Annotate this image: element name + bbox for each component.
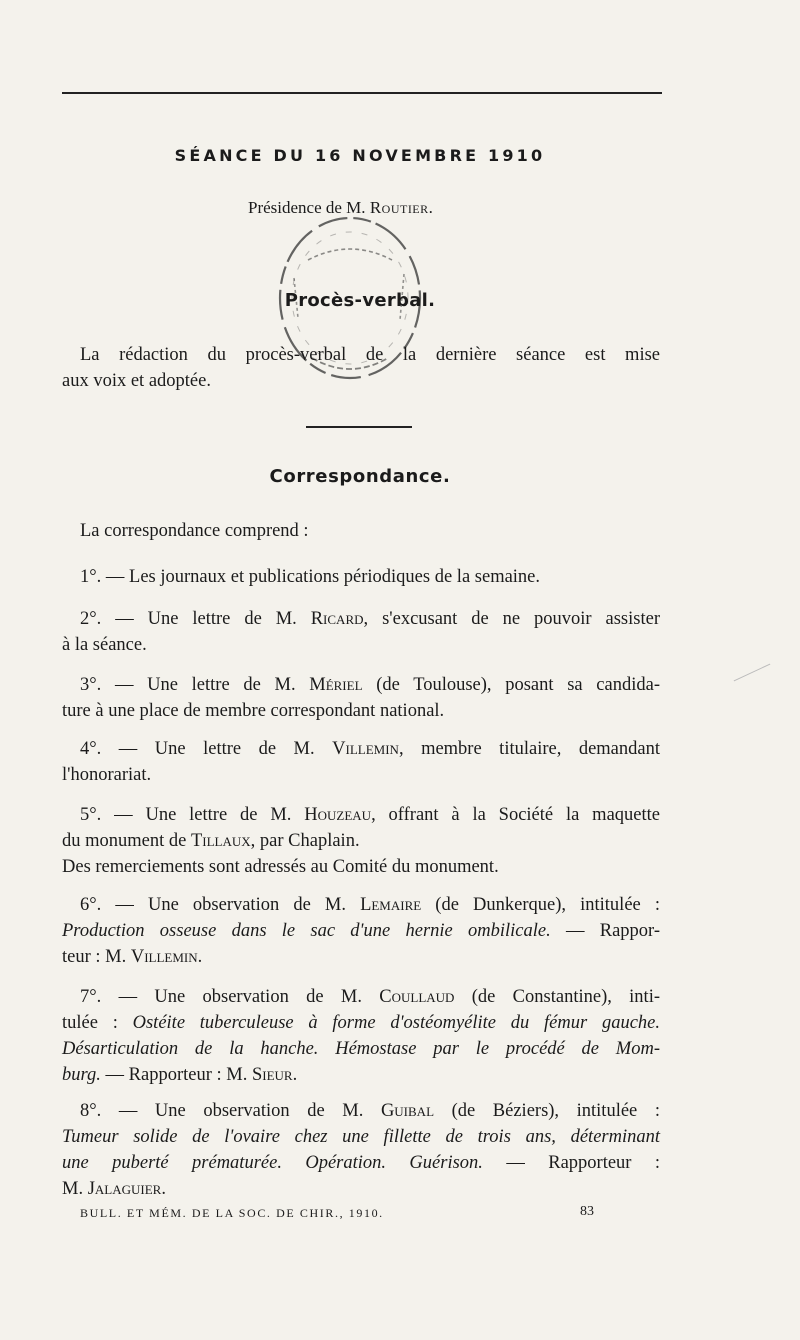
- item-7: [62, 984, 660, 1088]
- item-2-line-1: 2°. — Une lettre de M. Ricard, s'excusant de ne pouvoir assister: [80, 609, 660, 629]
- item-8-line-2: Tumeur solide de l'ovaire chez une fillette de trois ans, déterminant: [62, 1127, 660, 1147]
- item-7-line-3: Désarticulation de la hanche. Hémostase par le procédé de Mom-: [62, 1039, 660, 1059]
- correspondance-title: Correspondance.: [269, 466, 451, 487]
- item-7-line-1: 7°. — Une observation de M. Coullaud (de Constantine), inti-: [80, 987, 660, 1007]
- name-villemin-2: Villemin.: [130, 947, 203, 967]
- item-3-line-2: ture à une place de membre correspondant national.: [62, 701, 445, 721]
- item-8: [62, 1098, 660, 1202]
- item-6-line-2: Production osseuse dans le sac d'une hernie ombilicale. — Rappor-: [62, 921, 660, 941]
- item-8-line-4: M. Jalaguier.: [62, 1179, 166, 1199]
- pv-line-2: aux voix et adoptée.: [62, 371, 211, 391]
- footer-citation: BULL. ET MÉM. DE LA SOC. DE CHIR., 1910.: [80, 1206, 384, 1220]
- presidence-prefix: Présidence de M.: [248, 198, 370, 217]
- item-2-line-2: à la séance.: [62, 635, 147, 655]
- seance-title: SÉANCE DU 16 NOVEMBRE 1910: [174, 146, 546, 165]
- item-5-line-2: du monument de Tillaux, par Chaplain.: [62, 831, 360, 851]
- item-4-line-1: 4°. — Une lettre de M. Villemin, membre titulaire, demandant: [80, 739, 660, 759]
- name-lemaire: Lemaire: [360, 895, 422, 915]
- item-1: [62, 564, 660, 590]
- item-4: [62, 736, 660, 788]
- item-2: [62, 606, 660, 658]
- item-7-line-2: tulée : Ostéite tuberculeuse à forme d'ostéomyélite du fémur gauche.: [62, 1013, 660, 1033]
- top-rule: [62, 92, 662, 94]
- intro-line: La correspondance comprend :: [80, 521, 309, 541]
- president-name: Routier.: [369, 198, 434, 217]
- item-5-line-1: 5°. — Une lettre de M. Houzeau, offrant à la Société la maquette: [80, 805, 660, 825]
- item-6-line-3: teur : M. Villemin.: [62, 947, 203, 967]
- name-houzeau: Houzeau: [304, 805, 372, 825]
- item-7-line-4: burg. — Rapporteur : M. Sieur.: [62, 1065, 298, 1085]
- section-divider: [306, 426, 412, 428]
- proces-verbal-paragraph: [62, 342, 660, 394]
- item-1-line-1: 1°. — Les journaux et publications périodiques de la semaine.: [80, 567, 541, 587]
- item-5: [62, 802, 660, 880]
- item-3-line-1: 3°. — Une lettre de M. Mériel (de Toulouse), posant sa candida-: [80, 675, 660, 695]
- item-8-line-3: une puberté prématurée. Opération. Guérison. — Rapporteur :: [62, 1153, 660, 1173]
- name-ricard: Ricard: [310, 609, 364, 629]
- correspondance-intro: [62, 518, 660, 544]
- pv-line-1: La rédaction du procès-verbal de la dernière séance est mise: [80, 345, 660, 365]
- name-sieur: Sieur.: [251, 1065, 298, 1085]
- name-guibal: Guibal: [380, 1101, 435, 1121]
- item-4-line-2: l'honorariat.: [62, 765, 152, 785]
- item-8-line-1: 8°. — Une observation de M. Guibal (de Béziers), intitulée :: [80, 1101, 660, 1121]
- item-6: [62, 892, 660, 970]
- paper-mark: [734, 664, 771, 682]
- item-6-line-1: 6°. — Une observation de M. Lemaire (de Dunkerque), intitulée :: [80, 895, 660, 915]
- name-villemin: Villemin: [332, 739, 399, 759]
- proces-verbal-title: Procès-verbal.: [284, 290, 436, 311]
- item-3: [62, 672, 660, 724]
- name-coullaud: Coullaud: [379, 987, 455, 1007]
- name-tillaux: Tillaux: [190, 831, 251, 851]
- item-5-line-3: Des remerciements sont adressés au Comité du monument.: [62, 857, 499, 877]
- name-meriel: Mériel: [309, 675, 363, 695]
- page-number: 83: [580, 1204, 594, 1219]
- name-jalaguier: Jalaguier.: [87, 1179, 166, 1199]
